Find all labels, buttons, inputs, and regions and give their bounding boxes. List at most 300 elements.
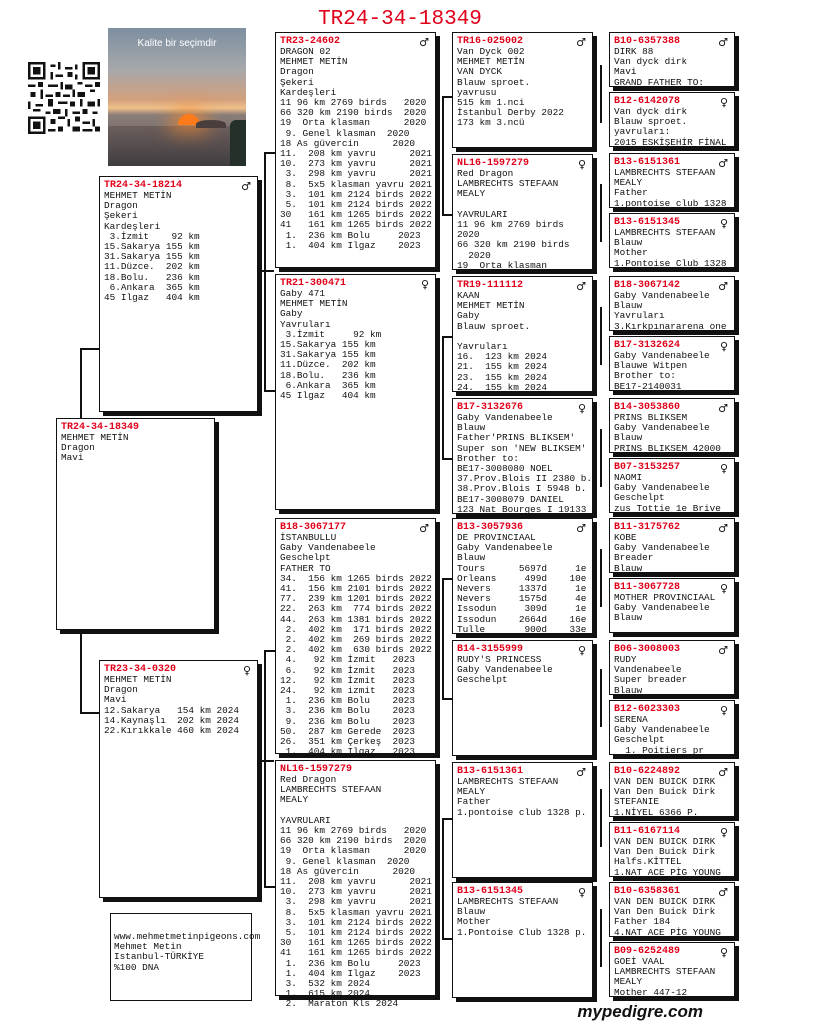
connector-line [600, 307, 602, 365]
pedigree-line: VAN DEN BUICK DIRK [614, 776, 716, 787]
pedigree-card-dam-dam [275, 760, 436, 1010]
pedigree-line: Gaby Vandenabeele [457, 412, 553, 423]
pedigree-line: 3. 101 km 2124 birds 2022 [280, 916, 432, 928]
pedigree-line: PRINS BLIKSEM 42000 [614, 442, 721, 454]
pedigree-line: 50. 287 km Gerede 2023 [280, 725, 416, 737]
pedigree-line: 34. 156 km 1265 birds 2022 [280, 572, 432, 584]
pedigree-line: 11. 208 km yavru 2021 [280, 876, 432, 888]
pedigree-line: Blauw sproet. [457, 320, 531, 332]
pedigree-line: DE PROVINCIAAL [457, 532, 536, 543]
connector-line [442, 458, 452, 460]
male-icon: ♂ [419, 522, 429, 535]
footer-line: %100 DNA [114, 961, 160, 973]
pedigree-card-ss-dam [452, 154, 593, 270]
pedigree-line: 22.Kırıkkale 460 km 2024 [104, 725, 240, 737]
pedigree-line: 1. 236 km Bolu 2023 [280, 957, 421, 969]
pedigree-card-gen4 [609, 762, 735, 817]
pedigree-line: Halfs.KİTTEL [614, 856, 682, 868]
pedigree-line: Mother [457, 916, 491, 928]
male-icon: ♂ [718, 157, 728, 170]
pedigree-line: Blauw [614, 300, 643, 312]
pedigree-line: VAN DEN BUICK DIRK [614, 836, 716, 847]
pedigree-line: Gaby Vandenabeele [457, 664, 553, 676]
pedigree-line: 19 Orta klasman 2020 [280, 845, 427, 857]
ring-number: B13-3057936 [457, 522, 524, 533]
pedigree-line: 2. 402 km 269 birds 2022 [280, 634, 432, 646]
pedigree-line: Blauw [614, 432, 643, 444]
pedigree-line: 3. 298 km yavru 2021 [280, 168, 432, 180]
ring-number: B11-3175762 [614, 522, 681, 533]
pedigree-line: Father 184 [614, 916, 671, 928]
pedigree-line: 2. 402 km 171 birds 2022 [280, 623, 432, 635]
pedigree-line: Tours 5697d 1e [457, 562, 587, 574]
pedigree-line: 16. 123 km 2024 [457, 351, 548, 363]
connector-line [442, 214, 452, 216]
pedigree-line: YAVRULARI [280, 814, 331, 826]
ring-number: NL16-1597279 [280, 764, 353, 775]
pedigree-line: GOEİ VAAL [614, 956, 665, 967]
pedigree-line: Orleans 499d 10e [457, 572, 587, 584]
pedigree-line: 9. Genel klasman 2020 [280, 127, 410, 139]
pedigree-line: 26. 351 km Çerkeş 2023 [280, 736, 416, 748]
ring-number: B06-3008003 [614, 644, 681, 655]
pedigree-line: 1. 236 km Bolu 2023 [280, 695, 416, 707]
ring-number: B13-6151361 [457, 766, 524, 777]
male-icon: ♂ [718, 36, 728, 49]
ring-number: B11-3067728 [614, 582, 681, 593]
pedigree-line: 10. 273 km yavru 2021 [280, 886, 432, 898]
pedigree-line: 11 96 km 2769 birds 2020 [280, 97, 427, 109]
pedigree-line: Gaby 471 [280, 288, 326, 299]
footer-line: Istanbul-TÜRKİYE [114, 951, 205, 963]
pedigree-line: Yavruları [457, 341, 508, 353]
pedigree-line: 3.Kırkpınararena one [614, 320, 727, 332]
connector-line [600, 909, 602, 967]
pedigree-line: İstanbul Derby 2022 [457, 107, 564, 119]
pedigree-card-gen4 [609, 153, 735, 208]
pedigree-line: 515 km 1.nci [457, 97, 525, 109]
pedigree-line: Issodun 2664d 16e [457, 613, 587, 625]
pedigree-line: 21. 155 km 2024 [457, 361, 548, 373]
pedigree-line: VAN DYCK [457, 66, 503, 78]
pedigree-line: Şekeri [280, 76, 314, 88]
ring-number: TR23-24602 [280, 36, 341, 47]
pedigree-card-gen4 [609, 822, 735, 877]
pedigree-line: 1.pontoise club 1328 p. [457, 806, 587, 818]
pedigree-line: 24. 92 km izmit 2023 [280, 685, 416, 697]
ring-number: B17-3132676 [457, 402, 524, 413]
pedigree-line: 19 Orta klasman 2020 [280, 117, 427, 129]
ring-number: B14-3155999 [457, 644, 524, 655]
pedigree-line: NAOMI [614, 472, 643, 483]
pedigree-card-gen4 [609, 458, 735, 513]
pedigree-line: LAMBRECHTS STEFAAN [457, 896, 559, 907]
pedigree-line: 23. 155 km 2024 [457, 371, 548, 383]
pedigree-line: LAMBRECHTS STEFAAN [457, 776, 559, 787]
pedigree-line: DRAGON 02 [280, 46, 331, 57]
ring-number: B12-6142078 [614, 96, 681, 107]
pedigree-line: Blauw sproet. [614, 116, 688, 128]
female-icon: ♀ [719, 946, 728, 959]
ring-number: B09-6252489 [614, 946, 681, 957]
connector-line [600, 184, 602, 242]
pedigree-line: 22. 263 km 774 birds 2022 [280, 603, 432, 615]
pedigree-line: 2020 [457, 229, 480, 241]
pedigree-line: Blauwe Witpen [614, 360, 688, 372]
pedigree-card-gen4 [609, 518, 735, 573]
male-icon: ♂ [576, 766, 586, 779]
breeder-contact-box [110, 913, 261, 1001]
ring-number: B13-6151361 [614, 157, 681, 168]
pedigree-line: Yavruları [614, 310, 665, 322]
pedigree-line: Father [614, 187, 648, 199]
pedigree-line: Gaby Vandenabeele [614, 482, 710, 494]
ring-number: TR24-34-18214 [104, 180, 183, 191]
female-icon: ♀ [719, 582, 728, 595]
pedigree-line: Mother 447-12 [614, 986, 688, 998]
pedigree-line: 12. 92 km İzmit 2023 [280, 674, 416, 686]
pedigree-line: LAMBRECHTS STEFAAN [457, 178, 559, 190]
connector-line [600, 429, 602, 487]
pedigree-line: Nevers 1337d 1e [457, 583, 587, 595]
pedigree-line: 31.Sakarya 155 km [104, 251, 200, 263]
pedigree-line: LAMBRECHTS STEFAAN [280, 784, 382, 796]
pedigree-line: 41 161 km 1265 birds 2022 [280, 947, 432, 959]
footer-line: Mehmet Metin [114, 941, 182, 953]
connector-line [442, 818, 444, 938]
pedigree-line: Gaby Vandenabeele [280, 542, 376, 554]
ring-number: TR23-34-0320 [104, 664, 177, 675]
pedigree-line: 1.pontoise club 1328 [614, 197, 727, 209]
pedigree-line: yavruları: [614, 126, 671, 138]
pedigree-line: Blauw [614, 684, 643, 696]
connector-line [80, 712, 100, 714]
male-icon: ♂ [718, 644, 728, 657]
pedigree-line: Brother to: [457, 452, 519, 464]
connector-line [258, 760, 274, 762]
pedigree-line: 66 320 km 2190 birds 2020 [280, 835, 427, 847]
pedigree-line: Issodun 309d 1e [457, 603, 587, 615]
pedigree-line: Gaby Vandenabeele [614, 602, 710, 614]
connector-line [442, 698, 452, 700]
pedigree-line: Gaby Vandenabeele [614, 422, 710, 434]
pedigree-line: Blauw [614, 562, 643, 574]
pedigree-line: Kardeşleri [104, 220, 161, 232]
connector-line [442, 96, 452, 98]
connector-line [264, 650, 275, 652]
pedigree-card-sd-sire [452, 276, 593, 392]
ring-number: TR19-111112 [457, 280, 524, 291]
pedigree-line: Gaby Vandenabeele [457, 542, 553, 554]
pedigree-line: 11 96 km 2769 birds [457, 219, 564, 231]
pedigree-line: 1. Poitiers pr [614, 744, 705, 756]
male-icon: ♂ [718, 280, 728, 293]
pedigree-line: MEHMET METİN [280, 298, 348, 310]
ring-number: B10-6358361 [614, 886, 681, 897]
pedigree-line: Father [457, 796, 491, 808]
pedigree-line: İSTANBULLU [280, 532, 337, 543]
pedigree-line: Gaby Vandenabeele [614, 724, 710, 736]
pedigree-card-gen4 [609, 92, 735, 147]
pedigree-line: Gaby [457, 310, 480, 322]
pedigree-line: 3.İzmit 92 km [280, 328, 382, 340]
pedigree-line: Van Den Buick Dirk [614, 906, 716, 918]
pedigree-line: RUDY'S PRINCESS [457, 654, 542, 665]
pedigree-card-ds-dam [452, 640, 593, 756]
pedigree-line: 10. 273 km yavru 2021 [280, 158, 432, 170]
sunset-photo [108, 28, 246, 166]
pedigree-line: 19 Orta klasman [457, 259, 548, 271]
pedigree-line: yavrusu [457, 86, 497, 98]
male-icon: ♂ [419, 36, 429, 49]
connector-line [600, 789, 602, 847]
ring-number: B12-6023303 [614, 704, 681, 715]
pedigree-line: 2. 402 km 630 birds 2022 [280, 644, 432, 656]
pedigree-card-ds-sire [452, 518, 593, 634]
pedigree-line: Vandenabeele [614, 664, 682, 676]
pedigree-line: Blauw [457, 906, 486, 918]
pedigree-line: 5. 101 km 2124 birds 2022 [280, 927, 432, 939]
pedigree-line: Breader [614, 552, 654, 564]
pedigree-line: Gaby Vandenabeele [614, 542, 710, 554]
pedigree-line: Nevers 1575d 4e [457, 593, 587, 605]
connector-line [600, 669, 602, 727]
pedigree-line: 3. 236 km Bolu 2023 [280, 705, 416, 717]
pedigree-line: 41 161 km 1265 birds 2022 [280, 219, 432, 231]
photo-caption: Kalite bir seçimdir [137, 38, 217, 49]
ring-number: B13-6151345 [457, 886, 524, 897]
male-icon: ♂ [576, 280, 586, 293]
pedigree-line: Van Den Buick Dirk [614, 786, 716, 798]
pedigree-line: Super son 'NEW BLIKSEM' [457, 442, 587, 454]
pedigree-card-gen4 [609, 276, 735, 331]
connector-line [442, 336, 452, 338]
pedigree-line: 11. 208 km yavru 2021 [280, 148, 432, 160]
pedigree-line: Tulle 900d 33e [457, 623, 587, 635]
pedigree-line: 173 km 3.ncü [457, 117, 525, 129]
ring-number: B11-6167114 [614, 826, 681, 837]
pedigree-card-dam [99, 660, 258, 898]
pedigree-line: 15.Sakarya 155 km [104, 241, 200, 253]
male-icon: ♂ [241, 180, 251, 193]
pedigree-line: Van Den Buick Dirk [614, 846, 716, 858]
pedigree-card-gen4 [609, 336, 735, 391]
pedigree-line: 30 161 km 1265 birds 2022 [280, 209, 432, 221]
connector-line [442, 336, 444, 458]
pedigree-line: Dragon [61, 442, 95, 454]
pedigree-line: Father'PRINS BLIKSEM' [457, 432, 576, 444]
connector-line [264, 886, 275, 888]
female-icon: ♀ [420, 278, 429, 291]
pedigree-card-sd-dam [452, 398, 593, 514]
pedigree-line: 1.Pontoise Club 1328 [614, 257, 727, 269]
pedigree-line: MEALY [614, 177, 643, 189]
pedigree-line: STEFANIE [614, 796, 660, 808]
pedigree-line: Blauw [457, 552, 486, 564]
pedigree-line: 3. 532 km 2024 [280, 978, 371, 990]
pedigree-line: 14.Kaynaşlı 202 km 2024 [104, 714, 240, 726]
pedigree-line: VAN DEN BUICK DIRK [614, 896, 716, 907]
pedigree-line: Mother [614, 247, 648, 259]
connector-line [80, 348, 100, 350]
pedigree-card-gen4 [609, 32, 735, 87]
pedigree-card-gen4 [609, 578, 735, 633]
pedigree-line: BE17-2140031 [614, 380, 682, 392]
pedigree-line: BE17-3008080 NOEL [457, 463, 553, 475]
female-icon: ♀ [577, 644, 586, 657]
connector-line [600, 65, 602, 123]
connector-line [442, 578, 444, 698]
pedigree-line: 44. 263 km 1381 birds 2022 [280, 613, 432, 625]
connector-line [442, 578, 452, 580]
pedigree-line: Brother to: [614, 370, 676, 382]
pedigree-line: Mavi [61, 452, 84, 464]
pedigree-line: Geschelpt [614, 734, 665, 746]
ring-number: B07-3153257 [614, 462, 681, 473]
pedigree-line: 1. 404 km Ilgaz 2023 [280, 967, 421, 979]
ring-number: TR21-300471 [280, 278, 347, 289]
pedigree-line: 66 320 km 2190 birds [457, 239, 570, 251]
pedigree-line: MOTHER PROVINCIAAL [614, 592, 716, 603]
pedigree-line: LAMBRECHTS STEFAAN [614, 167, 716, 178]
pedigree-line: 2015 ESKİŞEHİR FİNAL [614, 136, 727, 148]
pedigree-line: 31.Sakarya 155 km [280, 349, 376, 361]
ring-number: B14-3053860 [614, 402, 681, 413]
female-icon: ♀ [719, 96, 728, 109]
pedigree-card-gen4 [609, 882, 735, 937]
pedigree-line: 2. Maraton Kls 2024 [280, 998, 399, 1010]
pedigree-line: 30 161 km 1265 birds 2022 [280, 937, 432, 949]
pedigree-line: 77. 239 km 1201 birds 2022 [280, 593, 432, 605]
pedigree-line: MEHMET METİN [104, 674, 172, 685]
pedigree-line: Van dyck dirk [614, 56, 688, 68]
ring-number: B18-3067177 [280, 522, 347, 533]
pedigree-line: 2020 [457, 249, 491, 261]
pedigree-line: GRAND FATHER TO: [614, 76, 705, 88]
pedigree-card-gen4 [609, 398, 735, 453]
connector-line [264, 650, 266, 886]
pedigree-line: Mavi [614, 66, 637, 78]
ring-number: NL16-1597279 [457, 158, 530, 169]
pedigree-card-dd-dam [452, 882, 593, 998]
pedigree-line: 1.Pontoise Club 1328 p. [457, 926, 587, 938]
pedigree-line: 8. 5x5 klasman yavru 2021 [280, 178, 432, 190]
pedigree-line: Dragon [280, 66, 314, 78]
pedigree-line: MEALY [614, 976, 643, 988]
pedigree-line: FATHER TO [280, 562, 331, 574]
pedigree-line: Blauw [614, 237, 643, 249]
pedigree-line: 1. 404 km Ilgaz 2023 [280, 239, 421, 251]
male-icon: ♂ [718, 402, 728, 415]
pedigree-line: Kardeşleri [280, 86, 337, 98]
pedigree-line: Geschelpt [457, 674, 508, 686]
male-icon: ♂ [718, 886, 728, 899]
pedigree-line: 15.Sakarya 155 km [280, 339, 376, 351]
pedigree-line: Geschelpt [614, 492, 665, 504]
pedigree-line: 24. 155 km 2024 [457, 381, 548, 393]
pedigree-line: 18 As güvercin 2020 [280, 865, 416, 877]
male-icon: ♂ [718, 766, 728, 779]
ring-number: TR24-34-18349 [61, 422, 140, 433]
female-icon: ♀ [577, 402, 586, 415]
pedigree-line: BE17-3008079 DANIEL [457, 493, 564, 505]
pedigree-line: Blauw [614, 612, 643, 624]
pedigree-line: zus Tottie 1e Brive [614, 502, 721, 514]
pedigree-line: Dragon [104, 200, 138, 212]
pedigree-line: 4.NAT ACE PİG YOUNG [614, 926, 721, 938]
pedigree-card-ss-sire [452, 32, 593, 148]
pedigree-line: Yavruları [280, 318, 331, 330]
pedigree-line: 6. 92 km İzmit 2023 [280, 664, 416, 676]
male-icon: ♂ [718, 522, 728, 535]
pedigree-card-subject [56, 418, 215, 630]
pedigree-line: 3. 298 km yavru 2021 [280, 896, 432, 908]
pedigree-line: Super breader [614, 674, 688, 686]
pedigree-line: 5. 101 km 2124 birds 2022 [280, 199, 432, 211]
pedigree-line: PRINS BLIKSEM [614, 412, 688, 423]
pedigree-line: 38.Prov.Blois I 5948 b. [457, 483, 587, 495]
pedigree-line: LAMBRECHTS STEFAAN [614, 227, 716, 238]
pedigree-line: Geschelpt [280, 552, 331, 564]
female-icon: ♀ [719, 217, 728, 230]
pedigree-line: KAAN [457, 290, 480, 301]
pedigree-line: MEALY [280, 794, 309, 806]
pedigree-line: Şekeri [104, 210, 138, 222]
pedigree-line: 41. 156 km 2101 birds 2022 [280, 583, 432, 595]
pedigree-line: YAVRULARI [457, 208, 508, 220]
pedigree-line: MEHMET METİN [280, 56, 348, 68]
female-icon: ♀ [719, 826, 728, 839]
pedigree-line: KOBE [614, 532, 637, 543]
pedigree-line: MEHMET METİN [61, 432, 129, 443]
pedigree-line: MEALY [457, 188, 486, 200]
female-icon: ♀ [719, 462, 728, 475]
pedigree-line: Red Dragon [280, 774, 337, 785]
pedigree-line: 1. 615 km 2024 [280, 988, 371, 1000]
pedigree-line: 4. 92 km İzmit 2023 [280, 654, 416, 666]
pedigree-line: MEHMET METİN [104, 190, 172, 201]
pedigree-line: Dragon [104, 684, 138, 696]
pedigree-line: 9. Genel klasman 2020 [280, 855, 410, 867]
pedigree-card-sire [99, 176, 258, 412]
ring-number: B10-6224892 [614, 766, 681, 777]
pedigree-line: 8. 5x5 klasman yavru 2021 [280, 906, 432, 918]
pedigree-line: 3. 101 km 2124 birds 2022 [280, 188, 432, 200]
pedigree-line: SERENA [614, 714, 648, 725]
brand-logo-text: mypedigre.com [577, 1002, 703, 1021]
pedigree-card-gen4 [609, 213, 735, 268]
pedigree-card-gen4 [609, 942, 735, 997]
pedigree-line: Blauw [457, 422, 486, 434]
pedigree-line: 66 320 km 2190 birds 2020 [280, 107, 427, 119]
ring-number: B17-3132624 [614, 340, 681, 351]
pedigree-line: 45 Ilgaz 404 km [280, 390, 376, 402]
female-icon: ♀ [719, 340, 728, 353]
connector-line [264, 390, 275, 392]
male-icon: ♂ [576, 36, 586, 49]
pedigree-line: 18.Bolu. 236 km [280, 369, 376, 381]
pedigree-line: RUDY [614, 654, 637, 665]
pedigree-line: 6.Ankara 365 km [280, 379, 376, 391]
ring-number: B18-3067142 [614, 280, 681, 291]
pedigree-line: 18 As güvercin 2020 [280, 137, 416, 149]
pedigree-line: 1.NİYEL 6366 P. [614, 806, 699, 818]
pedigree-title: TR24-34-18349 [318, 8, 482, 31]
pedigree-line: LAMBRECHTS STEFAAN [614, 966, 716, 978]
pedigree-line: 1. 404 km Ilgaz 2023 [280, 746, 416, 758]
pedigree-line: MEHMET METİN [457, 56, 525, 68]
ring-number: B13-6151345 [614, 217, 681, 228]
